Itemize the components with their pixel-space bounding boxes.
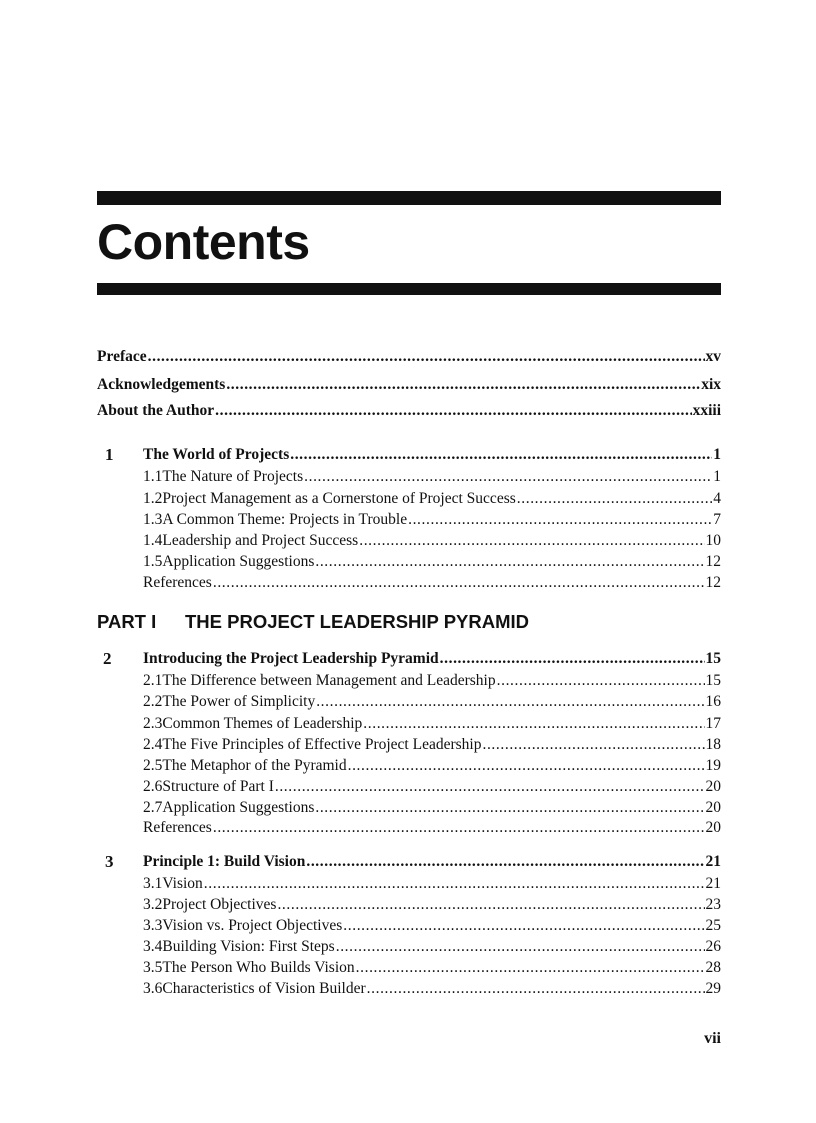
dot-leader [316,692,704,712]
toc-section [143,671,721,691]
dot-leader [213,573,705,593]
entry-page: 20 [705,819,721,836]
section-number: 3.6 [143,980,163,997]
section-number: 1.1 [143,468,163,485]
toc-section [143,735,721,755]
entry-page: 21 [705,875,721,892]
toc-section [143,467,721,487]
dot-leader [277,895,704,915]
section-title: Application Suggestions [162,553,315,570]
dot-leader [408,510,712,530]
dot-leader [290,445,712,465]
toc-section [143,798,721,818]
entry-page: 10 [705,532,721,549]
section-title: A Common Theme: Projects in Trouble [162,511,408,528]
section-number: 3.1 [143,875,163,892]
entry-page: 26 [705,938,721,955]
entry-page: 1 [713,468,721,485]
entry-page: xxiii [692,402,721,419]
toc-section [143,916,721,936]
dot-leader [359,531,704,551]
entry-page: 29 [705,980,721,997]
section-number: 1.5 [143,553,163,570]
section-number: 2.4 [143,736,163,753]
dot-leader [213,818,705,838]
section-title: Project Management as a Cornerstone of Project Success [162,490,516,507]
chapter-title: Introducing the Project Leadership Pyramid [143,650,439,667]
section-title: Characteristics of Vision Builder [162,980,366,997]
toc-section [143,937,721,957]
toc-entry-acknowledgements [97,375,721,395]
dot-leader [306,852,704,872]
section-title: The Person Who Builds Vision [162,959,355,976]
section-number: 3.5 [143,959,163,976]
toc-section [143,895,721,915]
dot-leader [336,937,705,957]
part-title: THE PROJECT LEADERSHIP PYRAMID [185,611,530,632]
entry-page: 7 [713,511,721,528]
entry-page: 15 [705,672,721,689]
dot-leader [315,798,704,818]
section-number: 2.5 [143,757,163,774]
toc-section [143,756,721,776]
toc-section [143,874,721,894]
entry-page: 23 [705,896,721,913]
dot-leader [275,777,705,797]
section-number: 2.1 [143,672,163,689]
toc-section [143,958,721,978]
toc-section [143,552,721,572]
entry-page: xix [701,376,721,393]
section-title: Common Themes of Leadership [162,715,363,732]
section-title: The Power of Simplicity [162,693,316,710]
entry-page: 18 [705,736,721,753]
toc-references [143,818,721,838]
entry-page: 16 [705,693,721,710]
dot-leader [315,552,704,572]
toc-entry-preface [97,347,721,367]
entry-page: 21 [705,853,721,870]
toc-entry-about-author [97,401,721,421]
entry-label: Acknowledgements [97,376,226,393]
section-title: Building Vision: First Steps [162,938,335,955]
page-title: Contents [97,214,310,270]
toc-chapter-2 [103,649,721,669]
toc-section [143,692,721,712]
dot-leader [517,489,712,509]
section-title: The Difference between Management and Leadership [162,672,496,689]
entry-label: Preface [97,348,147,365]
entry-page: 4 [713,490,721,507]
section-number: 2.6 [143,778,163,795]
section-number: 3.2 [143,896,163,913]
section-title: Project Objectives [162,896,277,913]
chapter-number: 2 [103,649,112,668]
entry-page: 15 [705,650,721,667]
dot-leader [348,756,705,776]
section-number: 3.3 [143,917,163,934]
section-title: Application Suggestions [162,799,315,816]
dot-leader [343,916,704,936]
toc-section [143,489,721,509]
entry-page: 25 [705,917,721,934]
section-number: 2.7 [143,799,163,816]
section-title: The Metaphor of the Pyramid [162,757,347,774]
entry-page: 19 [705,757,721,774]
dot-leader [226,375,700,395]
dot-leader [356,958,705,978]
section-title: Vision [162,875,203,892]
dot-leader [304,467,712,487]
dot-leader [367,979,705,999]
entry-page: 12 [705,553,721,570]
section-title: The Nature of Projects [162,468,304,485]
chapter-title: The World of Projects [143,446,290,463]
chapter-number: 1 [105,445,114,464]
chapter-number: 3 [105,852,114,871]
entry-page: 1 [713,446,721,463]
dot-leader [497,671,705,691]
section-title: Structure of Part I [162,778,274,795]
section-number: 3.4 [143,938,163,955]
toc-section [143,777,721,797]
part-label: PART I [97,611,157,632]
page-number: vii [704,1030,721,1047]
section-number: 2.3 [143,715,163,732]
references-label: References [143,574,212,591]
dot-leader [482,735,704,755]
toc-chapter-3 [105,852,721,872]
toc-chapter-1 [105,445,721,465]
dot-leader [148,347,705,367]
entry-page: 28 [705,959,721,976]
dot-leader [363,714,704,734]
section-number: 1.2 [143,490,163,507]
chapter-title: Principle 1: Build Vision [143,853,306,870]
entry-page: xv [705,348,721,365]
dot-leader [440,649,705,669]
toc-section [143,531,721,551]
entry-page: 20 [705,799,721,816]
section-number: 1.3 [143,511,163,528]
toc-section [143,714,721,734]
section-title: Leadership and Project Success [162,532,359,549]
entry-page: 17 [705,715,721,732]
toc-section [143,979,721,999]
entry-page: 12 [705,574,721,591]
dot-leader [204,874,705,894]
dot-leader [215,401,691,421]
part-heading [97,610,529,634]
toc-references [143,573,721,593]
title-rule-top [97,191,721,205]
entry-page: 20 [705,778,721,795]
title-rule-bottom [97,283,721,295]
section-title: Vision vs. Project Objectives [162,917,343,934]
section-number: 1.4 [143,532,163,549]
references-label: References [143,819,212,836]
section-number: 2.2 [143,693,163,710]
section-title: The Five Principles of Effective Project Leadership [162,736,482,753]
entry-label: About the Author [97,402,215,419]
toc-section [143,510,721,530]
